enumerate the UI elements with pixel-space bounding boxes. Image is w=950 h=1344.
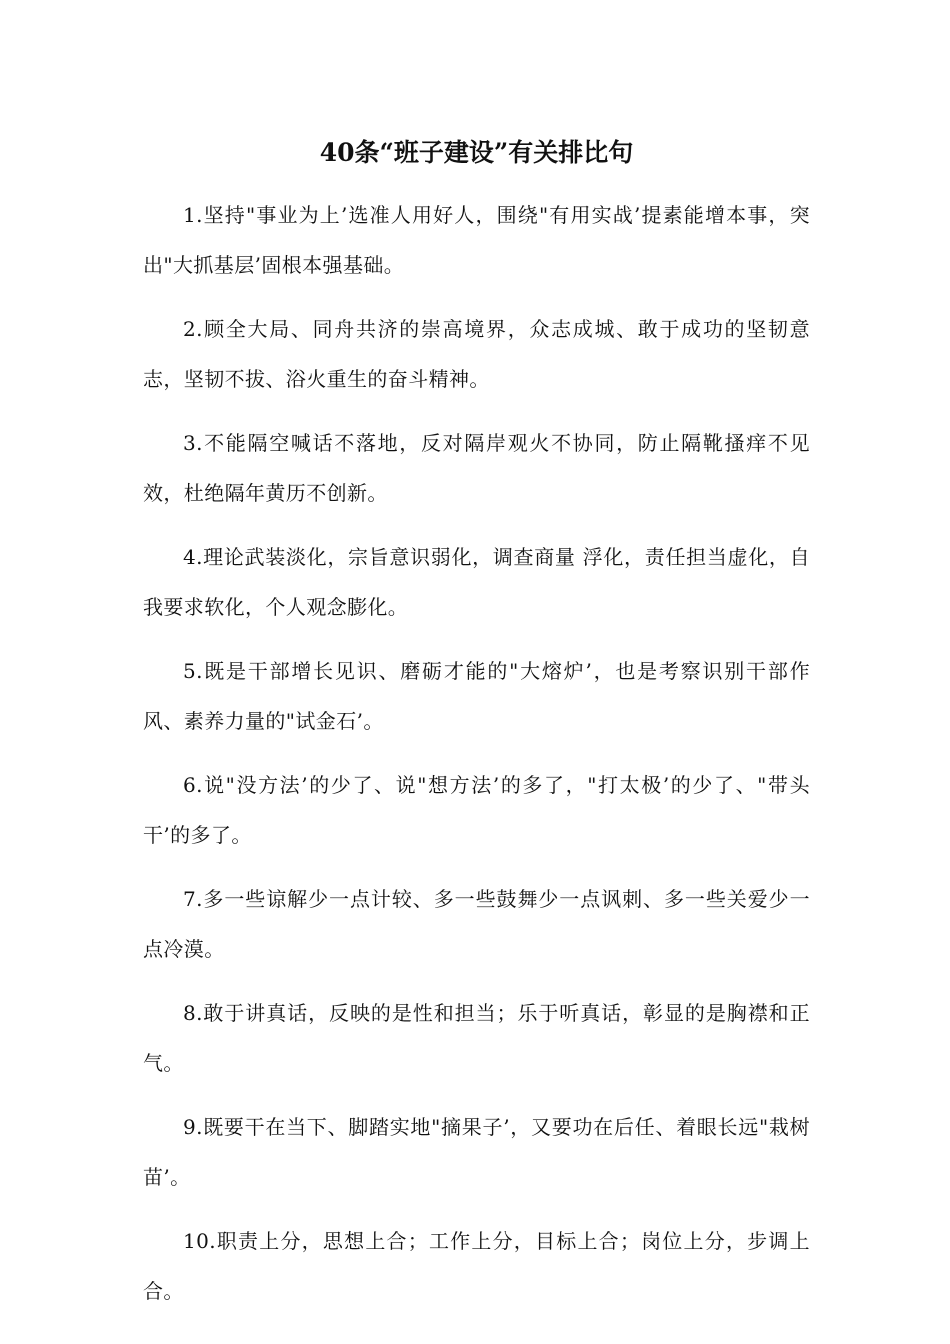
paragraph-8: 8.敢于讲真话，反映的是性和担当；乐于听真话，彰显的是胸襟和正气。	[143, 1001, 810, 1075]
paragraph-3: 3.不能隔空喊话不落地，反对隔岸观火不协同，防止隔靴搔痒不见效，杜绝隔年黄历不创新。	[143, 431, 810, 505]
paragraph-2: 2.顾全大局、同舟共济的崇高境界，众志成城、敢于成功的坚韧意志，坚韧不拔、浴火重生的奋斗精神。	[143, 317, 810, 391]
paragraph-4: 4.理论武装淡化，宗旨意识弱化，调查商量 浮化，责任担当虚化，自我要求软化，个人观念膨化。	[143, 545, 810, 619]
paragraph-9: 9.既要干在当下、脚踏实地"摘果子’，又要功在后任、着眼长远"栽树苗’。	[143, 1115, 810, 1189]
paragraph-10: 10.职责上分，思想上合；工作上分，目标上合；岗位上分，步调上合。	[143, 1229, 810, 1303]
paragraph-7: 7.多一些谅解少一点计较、多一些鼓舞少一点讽刺、多一些关爱少一点冷漠。	[143, 887, 810, 961]
document-title: 40条“班子建设”有关排比句	[319, 138, 634, 167]
paragraph-1: 1.坚持"事业为上’选准人用好人，围绕"有用实战’提素能增本事，突出"大抓基层’固根本强基础。	[143, 203, 810, 277]
paragraph-5: 5.既是干部增长见识、磨砺才能的"大熔炉’，也是考察识别干部作风、素养力量的"试金石’。	[143, 659, 810, 733]
paragraph-6: 6.说"没方法’的少了、说"想方法’的多了，"打太极’的少了、"带头干’的多了。	[143, 773, 810, 847]
